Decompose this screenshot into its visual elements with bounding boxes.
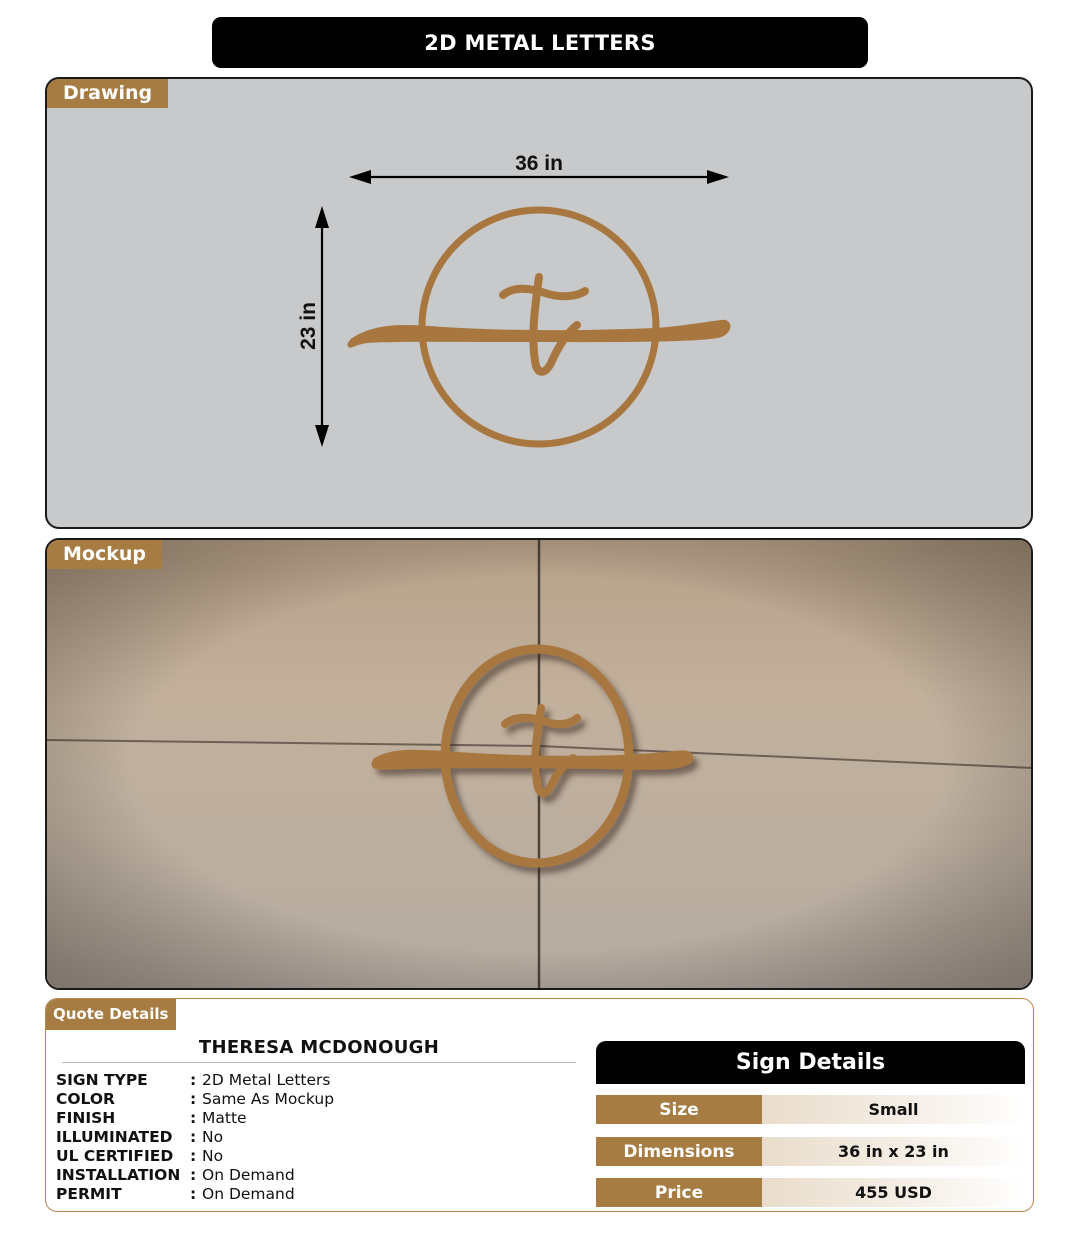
detail-value: 2D Metal Letters bbox=[202, 1071, 331, 1089]
sign-detail-value: 455 USD bbox=[762, 1178, 1025, 1207]
detail-key: SIGN TYPE bbox=[56, 1071, 148, 1089]
sign-detail-value: 36 in x 23 in bbox=[762, 1137, 1025, 1166]
sign-details-heading: Sign Details bbox=[596, 1041, 1025, 1084]
detail-value: Matte bbox=[202, 1109, 247, 1127]
detail-key: UL CERTIFIED bbox=[56, 1147, 174, 1165]
detail-key: FINISH bbox=[56, 1109, 116, 1127]
height-label: 23 in bbox=[297, 302, 320, 350]
detail-value: Same As Mockup bbox=[202, 1090, 335, 1108]
mockup-image bbox=[45, 538, 1033, 990]
detail-key: PERMIT bbox=[56, 1185, 122, 1203]
sign-detail-label: Dimensions bbox=[596, 1137, 762, 1166]
detail-key: COLOR bbox=[56, 1090, 115, 1108]
quote-details-panel: Quote Details THERESA MCDONOUGH SIGN TYPE : 2D Metal Letters COLOR : Same As Mockup FINISH : Matte ILLUMINATED : No UL CERTIFIED : No INSTALLATION : On Demand PERMIT : On Demand Sign Details Size Small Dimensions 36 in x 23 in Price 455 USD bbox=[45, 998, 1034, 1212]
sign-detail-label: Price bbox=[596, 1178, 762, 1207]
customer-name: THERESA MCDONOUGH bbox=[62, 1037, 576, 1063]
detail-value: On Demand bbox=[202, 1185, 295, 1203]
page-title: 2D METAL LETTERS bbox=[212, 17, 868, 68]
detail-value: On Demand bbox=[202, 1166, 295, 1184]
sign-detail-value: Small bbox=[762, 1095, 1025, 1124]
detail-value: No bbox=[202, 1128, 224, 1146]
drawing-canvas bbox=[45, 77, 1033, 529]
sign-detail-row-dimensions bbox=[596, 1137, 1025, 1166]
monogram-logo bbox=[350, 210, 727, 444]
mockup-panel bbox=[45, 538, 1033, 990]
quote-details-tab: Quote Details bbox=[46, 999, 176, 1030]
detail-key: ILLUMINATED bbox=[56, 1128, 173, 1146]
mockup-tab: Mockup bbox=[47, 540, 162, 569]
sign-detail-row-price bbox=[596, 1178, 1025, 1207]
width-label: 36 in bbox=[515, 152, 563, 175]
sign-detail-label: Size bbox=[596, 1095, 762, 1124]
drawing-panel bbox=[45, 77, 1033, 529]
drawing-tab: Drawing bbox=[47, 79, 168, 108]
detail-value: No bbox=[202, 1147, 224, 1165]
detail-key: INSTALLATION bbox=[56, 1166, 181, 1184]
sign-detail-row-size bbox=[596, 1095, 1025, 1124]
